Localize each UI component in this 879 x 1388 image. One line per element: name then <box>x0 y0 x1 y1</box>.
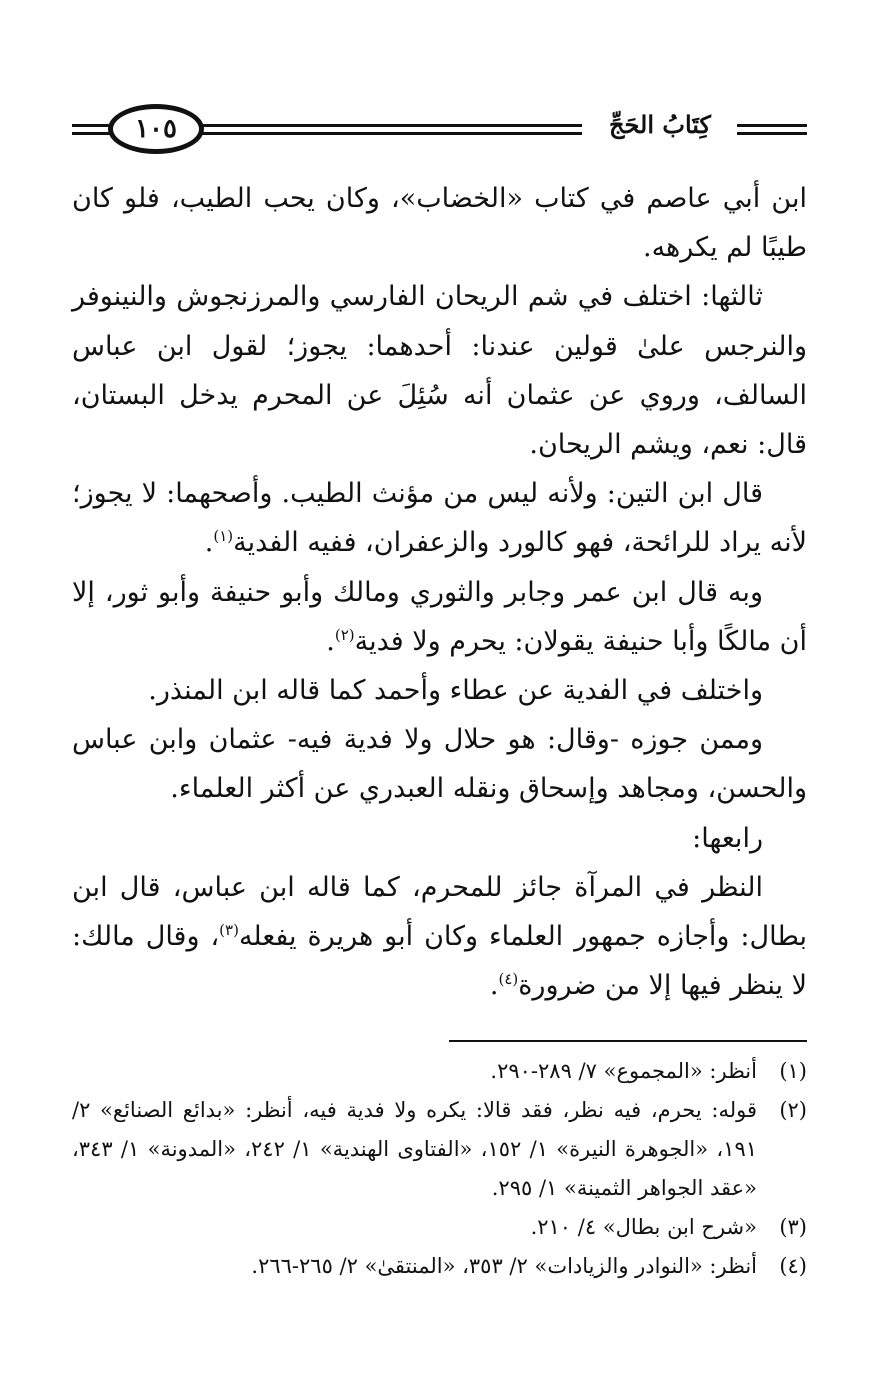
footnote-text: قوله: يحرم، فيه نظر، فقد قالا: يكره ولا فدية فيه، أنظر: «بدائع الصنائع» ٢/ ١٩١، «الجوهرة النيرة» ١/ ١٥٢، «الفتاوى الهندية» ١/ ٢٤٢، «المدونة» ١/ ٣٤٣، «عقد الجواهر الثمينة» ١/ ٢٩٥. <box>72 1098 758 1201</box>
header-rule <box>192 124 582 127</box>
footnote-ref[interactable]: (٤) <box>498 970 519 989</box>
footnote <box>72 1208 807 1247</box>
footnote <box>72 1091 807 1208</box>
footnote <box>72 1052 807 1091</box>
footnote-ref[interactable]: (١) <box>213 527 234 546</box>
paragraph-tail: . <box>326 625 335 657</box>
footnote-ref[interactable]: (٢) <box>334 625 355 644</box>
footnote-text: «شرح ابن بطال» ٤/ ٢١٠. <box>530 1215 757 1240</box>
footnote-separator-wrap <box>72 1010 807 1042</box>
paragraph <box>72 272 807 469</box>
paragraph-text: وممن جوزه -وقال: هو حلال ولا فدية فيه- عثمان وابن عباس والحسن، ومجاهد وإسحاق ونقله العبدري عن أكثر العلماء. <box>72 724 807 805</box>
paragraph-text: واختلف في الفدية عن عطاء وأحمد كما قاله ابن المنذر. <box>148 675 763 707</box>
running-title: كِتَابُ الحَجِّ <box>609 110 711 139</box>
header-rule <box>192 132 582 135</box>
footnote-text: أنظر: «النوادر والزيادات» ٢/ ٣٥٣، «المنتقىٰ» ٢/ ٢٦٥-٢٦٦. <box>251 1254 757 1279</box>
footnote-mark: (١) <box>779 1059 807 1084</box>
paragraph <box>72 863 807 1011</box>
paragraph-text: قال ابن التين: ولأنه ليس من مؤنث الطيب. وأصحهما: لا يجوز؛ لأنه يراد للرائحة، فهو كالورد والزعفران، ففيه الفدية <box>72 478 807 559</box>
paragraph <box>72 469 807 567</box>
paragraph <box>72 174 807 272</box>
paragraph <box>72 666 807 715</box>
footnote-mark: (٣) <box>779 1215 807 1240</box>
paragraph <box>72 568 807 666</box>
page-header <box>72 96 807 174</box>
footnotes <box>72 1052 807 1286</box>
paragraph-text: ابن أبي عاصم في كتاب «الخضاب»، وكان يحب الطيب، فلو كان طيبًا لم يكرهه. <box>72 183 807 264</box>
paragraph-tail: . <box>204 527 214 559</box>
footnote-mark: (٢) <box>779 1098 807 1123</box>
footnote <box>72 1247 807 1286</box>
paragraph-text: رابعها: <box>692 822 763 854</box>
footnote-text: أنظر: «المجموع» ٧/ ٢٨٩-٢٩٠. <box>490 1059 757 1084</box>
section-heading <box>72 814 807 863</box>
page-number: ١٠٥ <box>135 114 177 144</box>
page-number-badge <box>108 104 204 154</box>
paragraph-text: النظر في المرآة جائز للمحرم، كما قاله ابن عباس، قال ابن بطال: وأجازه جمهور العلماء وكان أبو هريرة يفعله <box>72 871 808 953</box>
paragraph-text: وبه قال ابن عمر وجابر والثوري ومالك وأبو حنيفة وأبو ثور، إلا أن مالكًا وأبا حنيفة يقولان: يحرم ولا فدية <box>72 576 807 657</box>
footnote-ref[interactable]: (٣) <box>219 921 239 940</box>
paragraph <box>72 715 807 813</box>
paragraph-tail: ، وقال مالك: لا ينظر فيها إلا من ضرورة <box>72 921 807 1002</box>
paragraph-tail: . <box>489 970 499 1002</box>
paragraph-text: ثالثها: اختلف في شم الريحان الفارسي والمرزنجوش والنينوفر والنرجس علىٰ قولين عندنا: أحدهما: يجوز؛ لقول ابن عباس السالف، وروي عن عثمان أنه سُئِلَ عن المحرم يدخل البستان، قال: نعم، ويشم الريحان. <box>72 281 807 461</box>
book-page <box>72 96 807 1316</box>
header-rule <box>737 124 807 127</box>
footnote-mark: (٤) <box>779 1254 807 1279</box>
header-rule <box>737 132 807 135</box>
footnote-separator <box>449 1040 807 1042</box>
main-text <box>72 174 807 1010</box>
